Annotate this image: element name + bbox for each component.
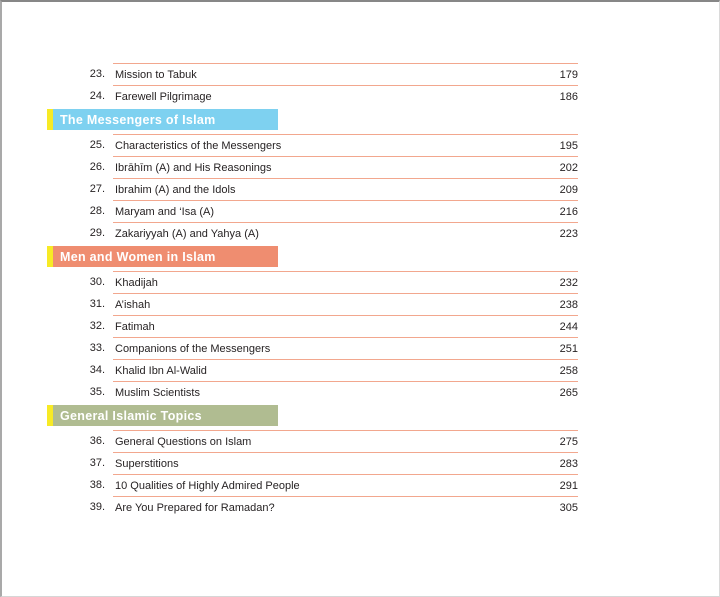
toc-entry [47,381,578,403]
toc-entry-number: 28. [89,205,105,217]
section-band [53,109,278,130]
toc-entry-body [113,430,578,452]
section-band [53,405,278,426]
toc-entry-title: General Questions on Islam [115,435,252,448]
toc-entry [47,271,578,293]
toc-entry-title: 10 Qualities of Highly Admired People [115,479,300,492]
toc-entry [47,222,578,244]
toc-entry-page: 258 [559,364,578,377]
toc-entry-page: 202 [559,161,578,174]
toc-entry [47,134,578,156]
toc-entry-title: Characteristics of the Messengers [115,139,282,152]
toc-entry-number: 24. [89,90,105,102]
toc-entry-page: 209 [559,183,578,196]
toc-entry-number: 32. [89,320,105,332]
section-title: Men and Women in Islam [60,249,216,264]
toc-entry [47,200,578,222]
toc-entry [47,178,578,200]
section-header [47,109,278,130]
toc-entry [47,293,578,315]
toc-entry-page: 179 [559,68,578,81]
toc-entry-number: 26. [89,161,105,173]
toc-entry-body [113,156,578,178]
toc-entry-title: Zakariyyah (A) and Yahya (A) [115,227,259,240]
toc-entry [47,63,578,85]
toc-entry-number: 39. [89,501,105,513]
toc-entry-body [113,315,578,337]
toc-entry [47,430,578,452]
toc-entry [47,452,578,474]
toc-entry-number: 33. [89,342,105,354]
section-header [47,246,278,267]
toc-entry-body [113,178,578,200]
toc-entry-number: 25. [89,139,105,151]
toc-entry-body [113,496,578,518]
toc-entry-page: 216 [559,205,578,218]
toc-entry-title: Farewell Pilgrimage [115,90,212,103]
toc-entry-body [113,293,578,315]
toc-entry-title: Khadijah [115,276,158,289]
toc-entry [47,85,578,107]
toc-entry-body [113,359,578,381]
toc-entry-page: 251 [559,342,578,355]
toc-entry-body [113,337,578,359]
toc-entry-title: A’ishah [115,298,151,311]
toc-entry-page: 275 [559,435,578,448]
toc-entry-body [113,63,578,85]
toc-entry-title: Fatimah [115,320,155,333]
toc-entry-body [113,200,578,222]
section-band [53,246,278,267]
section-title: The Messengers of Islam [60,112,216,127]
toc-entry-page: 223 [559,227,578,240]
toc-entry-body [113,222,578,244]
toc-entry-title: Mission to Tabuk [115,68,197,81]
toc-entry [47,156,578,178]
toc-entry [47,474,578,496]
toc-entry-number: 29. [89,227,105,239]
toc-entry-body [113,85,578,107]
toc-entry-body [113,474,578,496]
toc-entry-body [113,381,578,403]
toc-entry-page: 265 [559,386,578,399]
toc-entry [47,315,578,337]
toc-entry-page: 244 [559,320,578,333]
toc-entry-title: Are You Prepared for Ramadan? [115,501,275,514]
toc-entry-page: 283 [559,457,578,470]
section-header [47,405,278,426]
toc-entry-body [113,452,578,474]
table-of-contents [47,63,578,518]
toc-entry-title: Superstitions [115,457,179,470]
toc-entry-page: 232 [559,276,578,289]
toc-entry-title: Khalid Ibn Al-Walid [115,364,207,377]
toc-entry-title: Ibrahim (A) and the Idols [115,183,236,196]
toc-entry [47,496,578,518]
toc-entry-page: 195 [559,139,578,152]
toc-entry-title: Ibrāhīm (A) and His Reasonings [115,161,272,174]
toc-entry-number: 23. [89,68,105,80]
toc-entry [47,337,578,359]
toc-entry-title: Maryam and ‘Isa (A) [115,205,215,218]
toc-entry-number: 38. [89,479,105,491]
toc-entry-title: Muslim Scientists [115,386,200,399]
toc-entry-page: 291 [559,479,578,492]
toc-entry-number: 31. [89,298,105,310]
toc-entry-number: 37. [89,457,105,469]
toc-entry-page: 305 [559,501,578,514]
toc-entry [47,359,578,381]
toc-entry-number: 30. [89,276,105,288]
toc-entry-number: 27. [89,183,105,195]
toc-entry-page: 186 [559,90,578,103]
toc-entry-title: Companions of the Messengers [115,342,271,355]
toc-entry-number: 35. [89,386,105,398]
toc-entry-page: 238 [559,298,578,311]
toc-entry-body [113,271,578,293]
toc-entry-body [113,134,578,156]
section-title: General Islamic Topics [60,408,202,423]
toc-entry-number: 34. [89,364,105,376]
toc-entry-number: 36. [89,435,105,447]
